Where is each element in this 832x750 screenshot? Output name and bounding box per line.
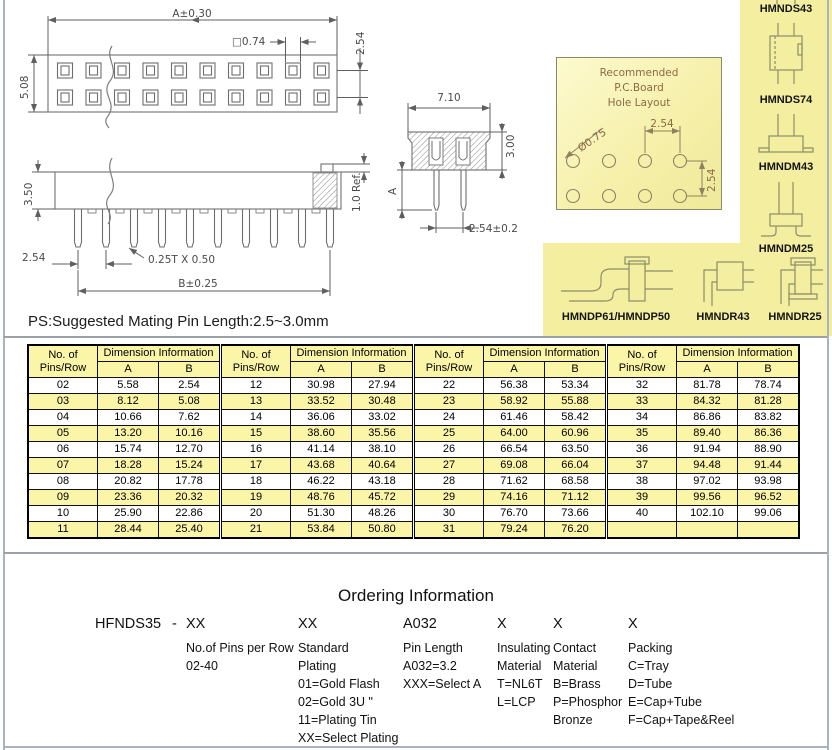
table-cell: 34 <box>607 410 677 426</box>
pin-row <box>75 209 334 247</box>
dim-pin-pitch: 2.54 <box>22 252 46 264</box>
table-cell: 43.68 <box>291 458 352 474</box>
table-cell: 38 <box>607 474 677 490</box>
table-cell: 06 <box>28 442 98 458</box>
ordering-line: 02=Gold 3U " <box>298 695 373 709</box>
ordering-line: Standard <box>298 641 349 655</box>
table-cell: 25.40 <box>159 522 221 539</box>
table-cell: 30.98 <box>291 378 352 394</box>
ordering-line: XX=Select Plating <box>298 731 399 745</box>
pin-callout: 0.25T X 0.50 <box>148 254 216 266</box>
ordering-line: Plating <box>298 659 337 673</box>
table-row <box>28 426 799 442</box>
dim-ref: 1.0 Ref. <box>351 172 363 212</box>
table-cell: 48.76 <box>291 490 352 506</box>
variant-label: HMNDP61/HMNDP50 <box>561 311 671 323</box>
table-cell: 66.04 <box>545 458 607 474</box>
table-cell: 10.66 <box>98 410 159 426</box>
section-divider <box>4 336 827 338</box>
table-cell: 40 <box>607 506 677 522</box>
connector-icon-hmndm43 <box>756 110 816 160</box>
ordering-column-lines <box>497 639 551 711</box>
table-cell: 20 <box>221 506 291 522</box>
ordering-line: 02-40 <box>186 659 218 673</box>
table-cell: 45.72 <box>352 490 414 506</box>
table-cell: 8.12 <box>98 394 159 410</box>
table-cell: 27 <box>414 458 484 474</box>
table-cell: 16 <box>221 442 291 458</box>
table-cell: 5.58 <box>98 378 159 394</box>
dim-pitch-h: 2.54 <box>650 118 674 130</box>
dim-body-height: 3.50 <box>23 182 35 206</box>
table-cell: 20.82 <box>98 474 159 490</box>
ordering-line: A032=3.2 <box>403 659 457 673</box>
variant-label: HMNDS74 <box>759 94 813 106</box>
table-cell: 05 <box>28 426 98 442</box>
table-cell: 38.60 <box>291 426 352 442</box>
table-cell: 50.80 <box>352 522 414 539</box>
table-cell: 81.78 <box>677 378 738 394</box>
table-row <box>28 506 799 522</box>
table-cell: 04 <box>28 410 98 426</box>
part-prefix: HFNDS35 <box>95 616 162 632</box>
pcb-title-1: Recommended <box>599 67 679 79</box>
ordering-line: F=Cap+Tape&Reel <box>628 713 735 727</box>
ps-note: PS:Suggested Mating Pin Length:2.5~3.0mm <box>28 313 329 330</box>
table-cell: 25.90 <box>98 506 159 522</box>
connector-icon-hmndp61 <box>553 255 681 307</box>
dim-width: 7.10 <box>437 92 461 104</box>
table-header-cell: B <box>545 362 607 378</box>
ordering-line: Bronze <box>553 713 593 727</box>
table-cell: 15.24 <box>159 458 221 474</box>
ordering-code: XX <box>186 616 206 632</box>
table-header-cell: A <box>484 362 545 378</box>
table-cell: 58.92 <box>484 394 545 410</box>
table-cell: 35 <box>607 426 677 442</box>
table-cell: 74.16 <box>484 490 545 506</box>
table-cell: 68.58 <box>545 474 607 490</box>
page-border-right <box>827 0 829 750</box>
table-cell: 86.86 <box>677 410 738 426</box>
table-cell: 18 <box>221 474 291 490</box>
ordering-column-lines <box>298 639 398 747</box>
ordering-line: P=Phosphor <box>553 695 623 709</box>
table-header-cell: B <box>352 362 414 378</box>
table-header-cell: Dimension Information <box>484 345 607 362</box>
table-cell: 22.86 <box>159 506 221 522</box>
table-cell: 63.50 <box>545 442 607 458</box>
table-cell: 78.74 <box>738 378 800 394</box>
table-cell: 32 <box>607 378 677 394</box>
table-cell: 30 <box>414 506 484 522</box>
table-cell: 88.90 <box>738 442 800 458</box>
dim-body-height: 5.08 <box>19 75 31 99</box>
table-cell: 21 <box>221 522 291 539</box>
table-cell: 58.42 <box>545 410 607 426</box>
dim-pitch-v: 2.54 <box>706 168 718 192</box>
table-cell: 33.02 <box>352 410 414 426</box>
table-cell: 76.20 <box>545 522 607 539</box>
break-line <box>107 158 114 224</box>
ordering-line: D=Tube <box>628 677 673 691</box>
table-cell: 39 <box>607 490 677 506</box>
table-cell: 27.94 <box>352 378 414 394</box>
table-cell: 38.10 <box>352 442 414 458</box>
table-row <box>28 474 799 490</box>
table-cell: 33.52 <box>291 394 352 410</box>
table-cell: 02 <box>28 378 98 394</box>
table-header-cell: A <box>98 362 159 378</box>
table-cell <box>677 522 738 539</box>
table-cell: 79.24 <box>484 522 545 539</box>
dim-span: B±0.25 <box>178 278 218 290</box>
table-cell: 55.88 <box>545 394 607 410</box>
dim-overall-width: A±0.30 <box>172 8 212 20</box>
ordering-line: Contact <box>553 641 597 655</box>
table-cell: 40.64 <box>352 458 414 474</box>
connector-icon-hmndm25 <box>756 178 816 240</box>
variant-label: HMNDM43 <box>758 161 814 173</box>
table-header-cell: Dimension Information <box>291 345 414 362</box>
ordering-column-lines <box>403 639 481 693</box>
table-cell: 48.26 <box>352 506 414 522</box>
table-header-cell: Dimension Information <box>98 345 221 362</box>
table-row <box>28 410 799 426</box>
table-row <box>28 522 799 539</box>
table-cell: 91.94 <box>677 442 738 458</box>
table-cell: 83.82 <box>738 410 800 426</box>
housing <box>408 132 490 170</box>
table-cell: 5.08 <box>159 394 221 410</box>
table-row <box>28 458 799 474</box>
table-cell: 73.66 <box>545 506 607 522</box>
table-cell: 26 <box>414 442 484 458</box>
connector-icon-hmndr25 <box>763 256 827 308</box>
table-row <box>28 490 799 506</box>
table-cell: 12 <box>221 378 291 394</box>
ordering-line: Material <box>553 659 598 673</box>
table-cell: 17.78 <box>159 474 221 490</box>
table-header-cell: A <box>677 362 738 378</box>
table-cell: 43.18 <box>352 474 414 490</box>
table-cell: 7.62 <box>159 410 221 426</box>
table-cell: 13.20 <box>98 426 159 442</box>
ordering-line: 11=Plating Tin <box>298 713 377 727</box>
table-cell: 23.36 <box>98 490 159 506</box>
table-cell: 23 <box>414 394 484 410</box>
table-cell: 10.16 <box>159 426 221 442</box>
dim-row-pitch: 2.54 <box>355 31 367 55</box>
table-cell: 94.48 <box>677 458 738 474</box>
table-cell: 76.70 <box>484 506 545 522</box>
table-row <box>28 442 799 458</box>
pins <box>434 170 466 210</box>
connector-icon-hmndr43 <box>691 256 755 308</box>
variant-label: HMNDR43 <box>696 311 750 323</box>
ordering-line: Packing <box>628 641 673 655</box>
table-cell: 30.48 <box>352 394 414 410</box>
table-cell: 17 <box>221 458 291 474</box>
table-row <box>28 378 799 394</box>
table-cell: 102.10 <box>677 506 738 522</box>
page-border-left <box>3 0 5 750</box>
table-header-cell: No. of Pins/Row <box>414 345 484 378</box>
table-cell: 07 <box>28 458 98 474</box>
variant-label: HMNDR25 <box>768 311 822 323</box>
pcb-title-2: P.C.Board <box>614 82 664 94</box>
pcb-title-3: Hole Layout <box>607 97 671 109</box>
ordering-code: A032 <box>403 616 437 632</box>
variant-label: HMNDS43 <box>759 3 813 15</box>
ordering-column-lines <box>628 639 734 729</box>
table-cell: 19 <box>221 490 291 506</box>
contact-detail <box>313 173 337 208</box>
table-cell: 35.56 <box>352 426 414 442</box>
ordering-line: Pin Length <box>403 641 463 655</box>
table-cell: 96.52 <box>738 490 800 506</box>
table-cell <box>607 522 677 539</box>
break-line <box>106 46 114 128</box>
ordering-line: 01=Gold Flash <box>298 677 380 691</box>
table-cell: 18.28 <box>98 458 159 474</box>
table-header-cell: Dimension Information <box>677 345 800 362</box>
ordering-column-lines <box>186 639 294 675</box>
ordering-line: XXX=Select A <box>403 677 482 691</box>
ordering-line: Material <box>497 659 542 673</box>
product-variants-panel <box>543 0 832 336</box>
table-header-cell: No. of Pins/Row <box>28 345 98 378</box>
table-cell: 97.02 <box>677 474 738 490</box>
connector-icon-hmnds74 <box>758 20 814 92</box>
table-cell: 61.46 <box>484 410 545 426</box>
table-header-cell: B <box>738 362 800 378</box>
side-view-drawing <box>8 150 388 310</box>
table-cell: 12.70 <box>159 442 221 458</box>
ordering-line: T=NL6T <box>497 677 543 691</box>
dim-pin-length: A <box>387 187 399 195</box>
table-cell: 20.32 <box>159 490 221 506</box>
table-cell: 84.32 <box>677 394 738 410</box>
table-cell: 36 <box>607 442 677 458</box>
table-cell: 53.34 <box>545 378 607 394</box>
table-cell: 93.98 <box>738 474 800 490</box>
ordering-line: No.of Pins per Row <box>186 641 294 655</box>
front-view-drawing <box>385 85 540 250</box>
table-cell: 33 <box>607 394 677 410</box>
section-divider <box>4 552 827 554</box>
ordering-code: X <box>553 616 563 632</box>
table-cell: 08 <box>28 474 98 490</box>
table-cell: 14 <box>221 410 291 426</box>
table-cell: 46.22 <box>291 474 352 490</box>
ordering-line: B=Brass <box>553 677 601 691</box>
table-cell: 2.54 <box>159 378 221 394</box>
top-view-drawing <box>8 4 388 154</box>
table-cell: 56.38 <box>484 378 545 394</box>
table-cell: 60.96 <box>545 426 607 442</box>
ordering-title: Ordering Information <box>338 586 494 605</box>
dim-pitch: 2.54±0.2 <box>469 223 518 235</box>
table-row <box>28 394 799 410</box>
table-cell: 10 <box>28 506 98 522</box>
table-cell <box>738 522 800 539</box>
table-cell: 29 <box>414 490 484 506</box>
table-cell: 15.74 <box>98 442 159 458</box>
table-cell: 36.06 <box>291 410 352 426</box>
ordering-code: X <box>628 616 638 632</box>
table-cell: 53.84 <box>291 522 352 539</box>
dimension-table <box>27 344 800 539</box>
table-cell: 71.12 <box>545 490 607 506</box>
table-cell: 41.14 <box>291 442 352 458</box>
variant-label: HMNDM25 <box>758 243 814 255</box>
table-header-cell: B <box>159 362 221 378</box>
page-border-bottom <box>3 746 829 748</box>
pin-array <box>58 63 330 105</box>
table-cell: 99.56 <box>677 490 738 506</box>
table-cell: 03 <box>28 394 98 410</box>
table-cell: 13 <box>221 394 291 410</box>
ordering-code: X <box>497 616 507 632</box>
table-cell: 11 <box>28 522 98 539</box>
table-cell: 28.44 <box>98 522 159 539</box>
table-cell: 15 <box>221 426 291 442</box>
dim-hole-dia: Ø0.75 <box>575 126 609 155</box>
table-cell: 89.40 <box>677 426 738 442</box>
table-cell: 64.00 <box>484 426 545 442</box>
ordering-column-lines <box>553 639 622 729</box>
table-cell: 09 <box>28 490 98 506</box>
table-cell: 81.28 <box>738 394 800 410</box>
ordering-line: L=LCP <box>497 695 536 709</box>
ordering-line: C=Tray <box>628 659 669 673</box>
ordering-line: Insulating <box>497 641 551 655</box>
table-cell: 37 <box>607 458 677 474</box>
table-header-cell: A <box>291 362 352 378</box>
housing-ribs <box>88 209 320 213</box>
table-cell: 69.08 <box>484 458 545 474</box>
part-separator: - <box>172 616 177 632</box>
table-cell: 22 <box>414 378 484 394</box>
table-cell: 71.62 <box>484 474 545 490</box>
table-cell: 99.06 <box>738 506 800 522</box>
table-cell: 51.30 <box>291 506 352 522</box>
ordering-code: XX <box>298 616 318 632</box>
table-cell: 28 <box>414 474 484 490</box>
table-cell: 86.36 <box>738 426 800 442</box>
table-cell: 25 <box>414 426 484 442</box>
dim-pin-square: □0.74 <box>232 36 266 48</box>
table-cell: 66.54 <box>484 442 545 458</box>
table-header-cell: No. of Pins/Row <box>221 345 291 378</box>
dim-height: 3.00 <box>505 134 517 158</box>
table-cell: 24 <box>414 410 484 426</box>
table-header-cell: No. of Pins/Row <box>607 345 677 378</box>
ordering-line: E=Cap+Tube <box>628 695 702 709</box>
table-cell: 31 <box>414 522 484 539</box>
table-cell: 91.44 <box>738 458 800 474</box>
